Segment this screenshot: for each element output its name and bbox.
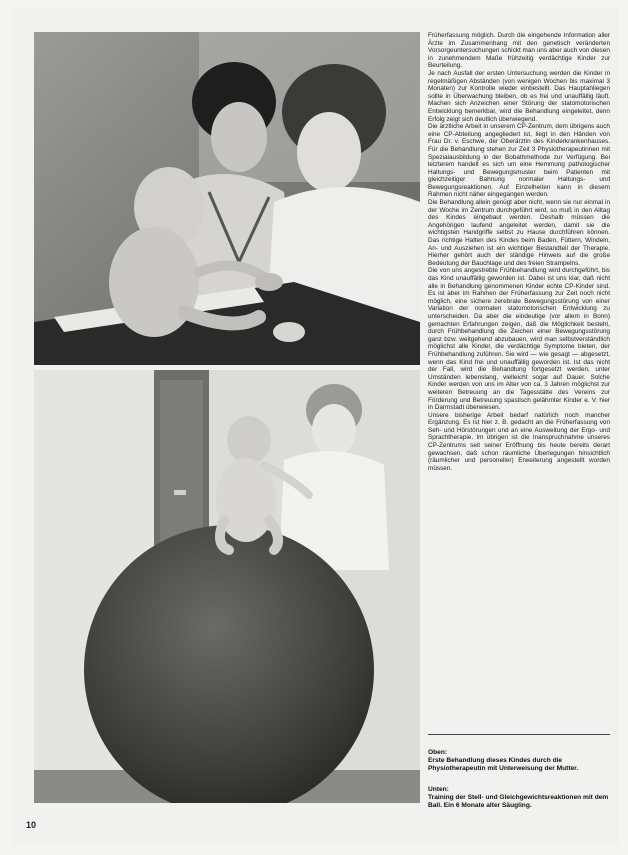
caption-divider [428, 734, 610, 735]
photo-infant-on-ball [34, 370, 420, 803]
page-number: 10 [26, 820, 37, 830]
article-paragraph-2: Je nach Ausfall der ersten Untersuchung werden die Kinder in regelmäßigen Abständen (von wenigen Wochen bis maximal 3 Monaten) zur Kontrolle wieder einbestellt. Das Hauptanliegen sollte in Überwachung bleiben, ob es frei und unauffällig läuft. Machen sich Anzeichen einer Störung der statomotorischen Entwicklung bemerkbar, wird die Behandlung eingeleitet, denn Erfolg zeigt sich deutlich überwiegend. [428, 69, 610, 123]
photo-therapist-mother-infant [34, 32, 420, 365]
article-paragraph-3: Die ärztliche Arbeit in unserem CP-Zentrum, dem übrigens auch eine CP-Abteilung angegliedert ist, liegt in den Händen von Frau Dr. v. Eschwe, der Oberärztin des Kinderkrankenhauses. Für die Behandlung stehen zur Zeit 3 Physiotherapeutinnen mit Spezialausbildung in der Bobathmethode zur Verfügung. Bei letzterem handelt es sich um eine Hemmung pathologischer Haltungs- und Bewegungsmuster beim Patienten mit gleichzeitiger Bahnung normaler Haltungs- und Bewegungsreaktionen. Auf Einzelheiten kann in diesem Rahmen nicht näher eingegangen werden. [428, 123, 610, 199]
caption-bottom [428, 786, 610, 809]
photo-bottom-illustration [34, 370, 420, 803]
article-paragraph-6: Unsere bisherige Arbeit bedarf natürlich noch mancher Ergänzung. Es ist hier z. B. gedacht an die Früherfassung von Seh- und Hörstörungen und an eine Ausweitung der Ergo- und Sprachtherapie. Im übrigen ist die Inanspruchnahme unseres CP-Zentrums seit seiner Eröffnung bis heute bereits derart gewachsen, daß schon räumliche Überlegungen hinsichtlich (räumlicher und personeller) Erweiterung angestellt worden müssen. [428, 411, 610, 472]
magazine-page [12, 8, 618, 846]
article-paragraph-4: Die Behandlung allein genügt aber nicht, wenn sie nur einmal in der Woche im Zentrum durchgeführt wird, so muß in den Alltag des Kindes eingebaut werden. Deshalb müssen die Angehörigen laufend angeleitet werden, damit sie die wichtigsten Handgriffe selbst zu Hause durchführen können. Das richtige Halten des Kindes beim Baden, Füttern, Windeln, An- und Ausziehen ist ein wichtiger Bestandteil der Therapie. Hierher gehört auch der ständige Hinweis auf die große Bedeutung der Bauchlage und des freien Strampelns. [428, 199, 610, 267]
caption-top [428, 749, 610, 772]
photo-top-illustration [34, 32, 420, 365]
article-paragraph-5: Die von uns angestrebte Frühbehandlung wird durchgeführt, bis das Kind unauffällig geworden ist. Dabei ist uns klar, daß nicht alle in Behandlung genommenen Kinder echte CP-Kinder sind. Es ist aber im Rahmen der Früherfassung zur Zeit noch nicht möglich, eine sichere zerebrale Bewegungsstörung von einer Variation der normalen statomotorischen Entwicklung zu unterscheiden. Da aber die eindeutige (vor allem in Bonn) gemachten Erfahrungen zeigen, daß die Möglichkeit besteht, durch Frühbehandlung die Zeichen einer Bewegungsstörung ganz bzw. weitgehend abzubauen, wird man selbstverständlich möglichst alle Kinder, die verdächtige Symptome bieten, der Frühbehandlung zuführen. Sie wird — wie gesagt — abgesetzt, wenn das Kind frei und unauffällig geworden ist. Ist das nicht der Fall, wird die Behandlung fortgesetzt werden, unter Umständen lebenslang, vielleicht sogar auf Dauer. Solche Kinder werden von uns im Alter von ca. 3 Jahren möglichst zur weiteren Betreuung an die Tagesstätte des Vereins zur Förderung und Betreuung spastisch gelähmter Kinder e. V. hier in Darmstadt überwiesen. [428, 267, 610, 412]
caption-bottom-label: Unten: [428, 786, 449, 793]
article-paragraph-1: Früherfassung möglich. Durch die eingehende Information aller Ärzte im Zusammenhang mit den genetisch veränderten Vorsorgeuntersuchungen schickt man uns aber auch von diesen in zunehmendem Maße frühzeitig verdächtige Kinder zur Beurteilung. [428, 32, 610, 70]
caption-top-text: Erste Behandlung dieses Kindes durch die Physiotherapeutin mit Unterweisung der Mutter. [428, 756, 579, 772]
caption-top-label: Oben: [428, 749, 448, 756]
article-text [428, 32, 610, 472]
caption-bottom-text: Training der Stell- und Gleichgewichtsreaktionen mit dem Ball. Ein 6 Monate alter Säugling. [428, 793, 609, 809]
